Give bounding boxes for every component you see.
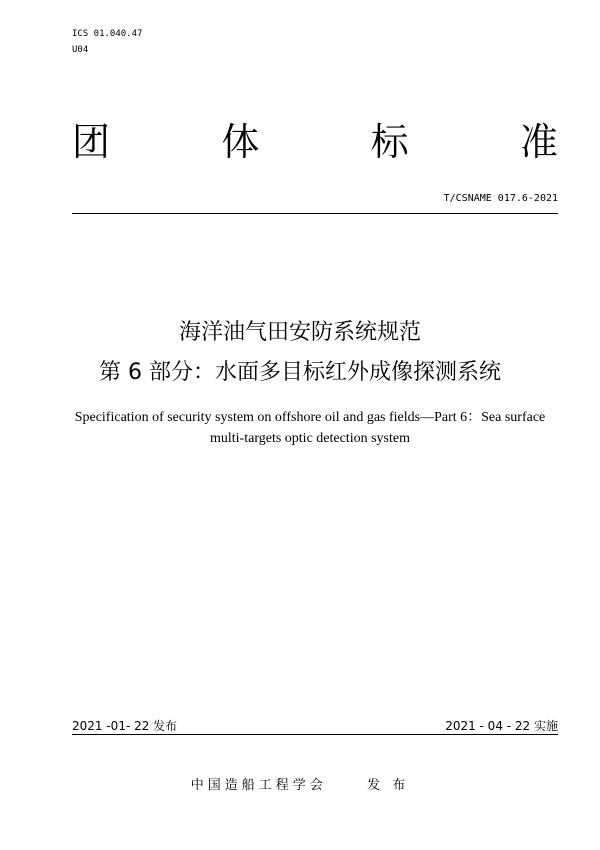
publisher-line (0, 774, 600, 793)
title-cn-line1: 海洋油气田安防系统规范 (178, 320, 421, 345)
issue-date: 2021 -01- 22 发布 (72, 719, 178, 733)
heading-char: 标 (370, 120, 409, 164)
title-cn-line2: 第 6 部分：水面多目标红外成像探测系统 (99, 360, 501, 385)
publish-label: 发 布 (367, 778, 410, 793)
implement-date: 2021 - 04 - 22 实施 (445, 719, 558, 733)
heading-char: 体 (221, 120, 260, 164)
heading-char: 团 (72, 120, 111, 164)
title-en (60, 407, 560, 449)
publisher-name: 中国造船工程学会 (190, 778, 327, 793)
ics-code: ICS 01.040.47 (72, 29, 143, 39)
title-en-line1: Specification of security system on offshore oil and gas fields—Part 6：Sea surface (74, 410, 546, 425)
header-divider (72, 213, 558, 214)
ccs-code: U04 (72, 45, 89, 55)
standard-type-heading (72, 118, 558, 166)
title-en-line2: multi-targets optic detection system (210, 431, 410, 446)
standard-number: T/CSNAME 017.6-2021 (443, 193, 558, 204)
date-divider (72, 734, 558, 735)
heading-char: 准 (519, 120, 558, 164)
